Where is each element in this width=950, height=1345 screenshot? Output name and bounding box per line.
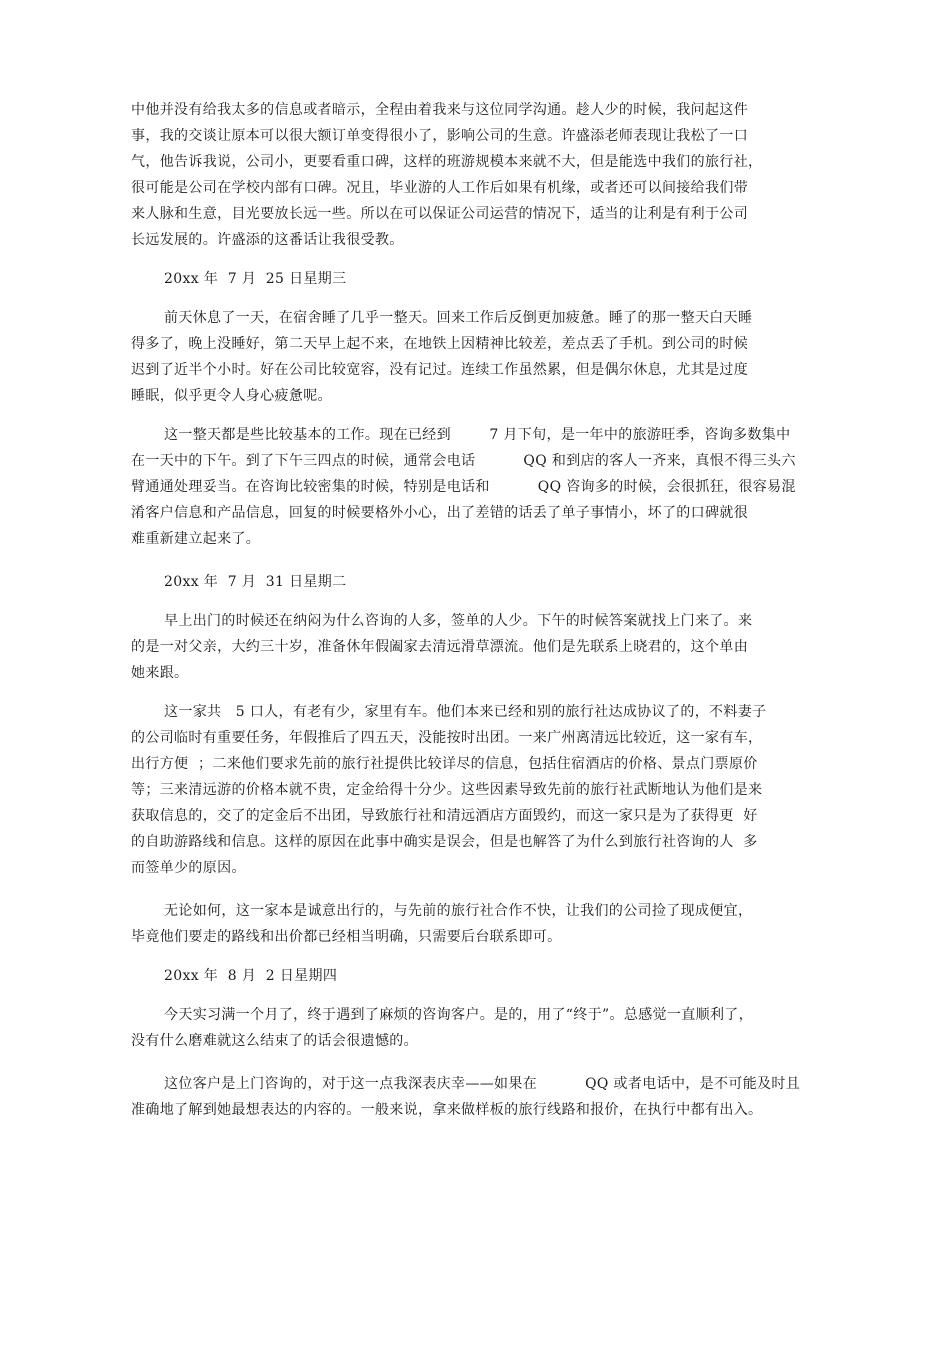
text-line: 而签单少的原因。: [131, 860, 246, 876]
text-line: 中他并没有给我太多的信息或者暗示，全程由着我来与这位同学沟通。趁人少的时候，我问起这件: [131, 102, 749, 118]
text-line: 毕竟他们要走的路线和出价都已经相当明确，只需要后台联系即可。: [131, 929, 562, 945]
text-line: 这位客户是上门咨询的，对于这一点我深表庆幸——如果在 QQ 或者电话中，是不可能及时且: [164, 1076, 801, 1092]
text-line: 的公司临时有重要任务，年假推后了四五天，没能按时出团。一来广州离清远比较近，这一家有车，: [131, 730, 763, 746]
text-line: 的自助游路线和信息。这样的原因在此事中确实是误会，但是也解答了为什么到旅行社咨询的人 多: [131, 834, 758, 850]
text-line: 这一整天都是些比较基本的工作。现在已经到 7 月下旬，是一年中的旅游旺季，咨询多数集中: [164, 427, 791, 443]
diary-date-heading: 20xx 年 7 月 31 日星期二: [164, 574, 347, 590]
text-line: 没有什么磨难就这么结束了的话会很遗憾的。: [131, 1033, 418, 1049]
text-line: 这一家共 5 口人，有老有少，家里有车。他们本来已经和别的旅行社达成协议了的，不料妻子: [164, 704, 767, 720]
text-line: 获取信息的，交了的定金后不出团，导致旅行社和清远酒店方面毁约，而这一家只是为了获得更 好: [131, 808, 758, 824]
text-line: 淆客户信息和产品信息，回复的时候要格外小心，出了差错的话丢了单子事情小，坏了的口碑就很: [131, 505, 749, 521]
text-line: 今天实习满一个月了，终于遇到了麻烦的咨询客户。是的，用了“终于”。总感觉一直顺利了，: [164, 1007, 754, 1023]
text-line: 出行方便 ；二来他们要求先前的旅行社提供比较详尽的信息，包括住宿酒店的价格、景点门票原价: [131, 756, 758, 772]
text-line: 长远发展的。许盛添的这番话让我很受教。: [131, 232, 404, 248]
text-line: 气，他告诉我说，公司小，更要看重口碑，这样的班游规模本来就不大，但是能选中我们的旅行社，: [131, 154, 763, 170]
text-line: 事，我的交谈让原本可以很大额订单变得很小了，影响公司的生意。许盛添老师表现让我松了一口: [131, 128, 749, 144]
text-line: 得多了，晚上没睡好，第二天早上起不来，在地铁上因精神比较差，差点丢了手机。到公司的时候: [131, 336, 749, 352]
text-line: 等；三来清远游的价格本就不贵，定金给得十分少。这些因素导致先前的旅行社武断地认为他们是来: [131, 782, 763, 798]
text-line: 她来跟。: [131, 665, 189, 681]
text-line: 睡眠，似乎更令人身心疲惫呢。: [131, 388, 332, 404]
text-line: 来人脉和生意，目光要放长远一些。所以在可以保证公司运营的情况下，适当的让利是有利于公司: [131, 206, 749, 222]
diary-date-heading: 20xx 年 8 月 2 日星期四: [164, 968, 338, 984]
diary-date-heading: 20xx 年 7 月 25 日星期三: [164, 271, 347, 287]
text-line: 无论如何，这一家本是诚意出行的，与先前的旅行社合作不快，让我们的公司捡了现成便宜，: [164, 903, 753, 919]
text-line: 难重新建立起来了。: [131, 531, 261, 547]
text-line: 的是一对父亲，大约三十岁，准备休年假阖家去清远滑草漂流。他们是先联系上晓君的，这个单由: [131, 639, 749, 655]
text-line: 准确地了解到她最想表达的内容的。一般来说，拿来做样板的旅行线路和报价，在执行中都有出入。: [131, 1102, 763, 1118]
text-line: 迟到了近半个小时。好在公司比较宽容，没有记过。连续工作虽然累，但是偶尔休息，尤其是过度: [131, 362, 749, 378]
text-line: 前天休息了一天，在宿舍睡了几乎一整天。回来工作后反倒更加疲惫。睡了的那一整天白天睡: [164, 310, 753, 326]
text-line: 很可能是公司在学校内部有口碑。况且，毕业游的人工作后如果有机缘，或者还可以间接给我们带: [131, 180, 749, 196]
text-line: 在一天中的下午。到了下午三四点的时候，通常会电话 QQ 和到店的客人一齐来，真恨不得三头六: [131, 453, 796, 469]
text-line: 早上出门的时候还在纳闷为什么咨询的人多，签单的人少。下午的时候答案就找上门来了。来: [164, 613, 753, 629]
text-line: 臂通通处理妥当。在咨询比较密集的时候，特别是电话和 QQ 咨询多的时候，会很抓狂，很容易混: [131, 479, 796, 495]
